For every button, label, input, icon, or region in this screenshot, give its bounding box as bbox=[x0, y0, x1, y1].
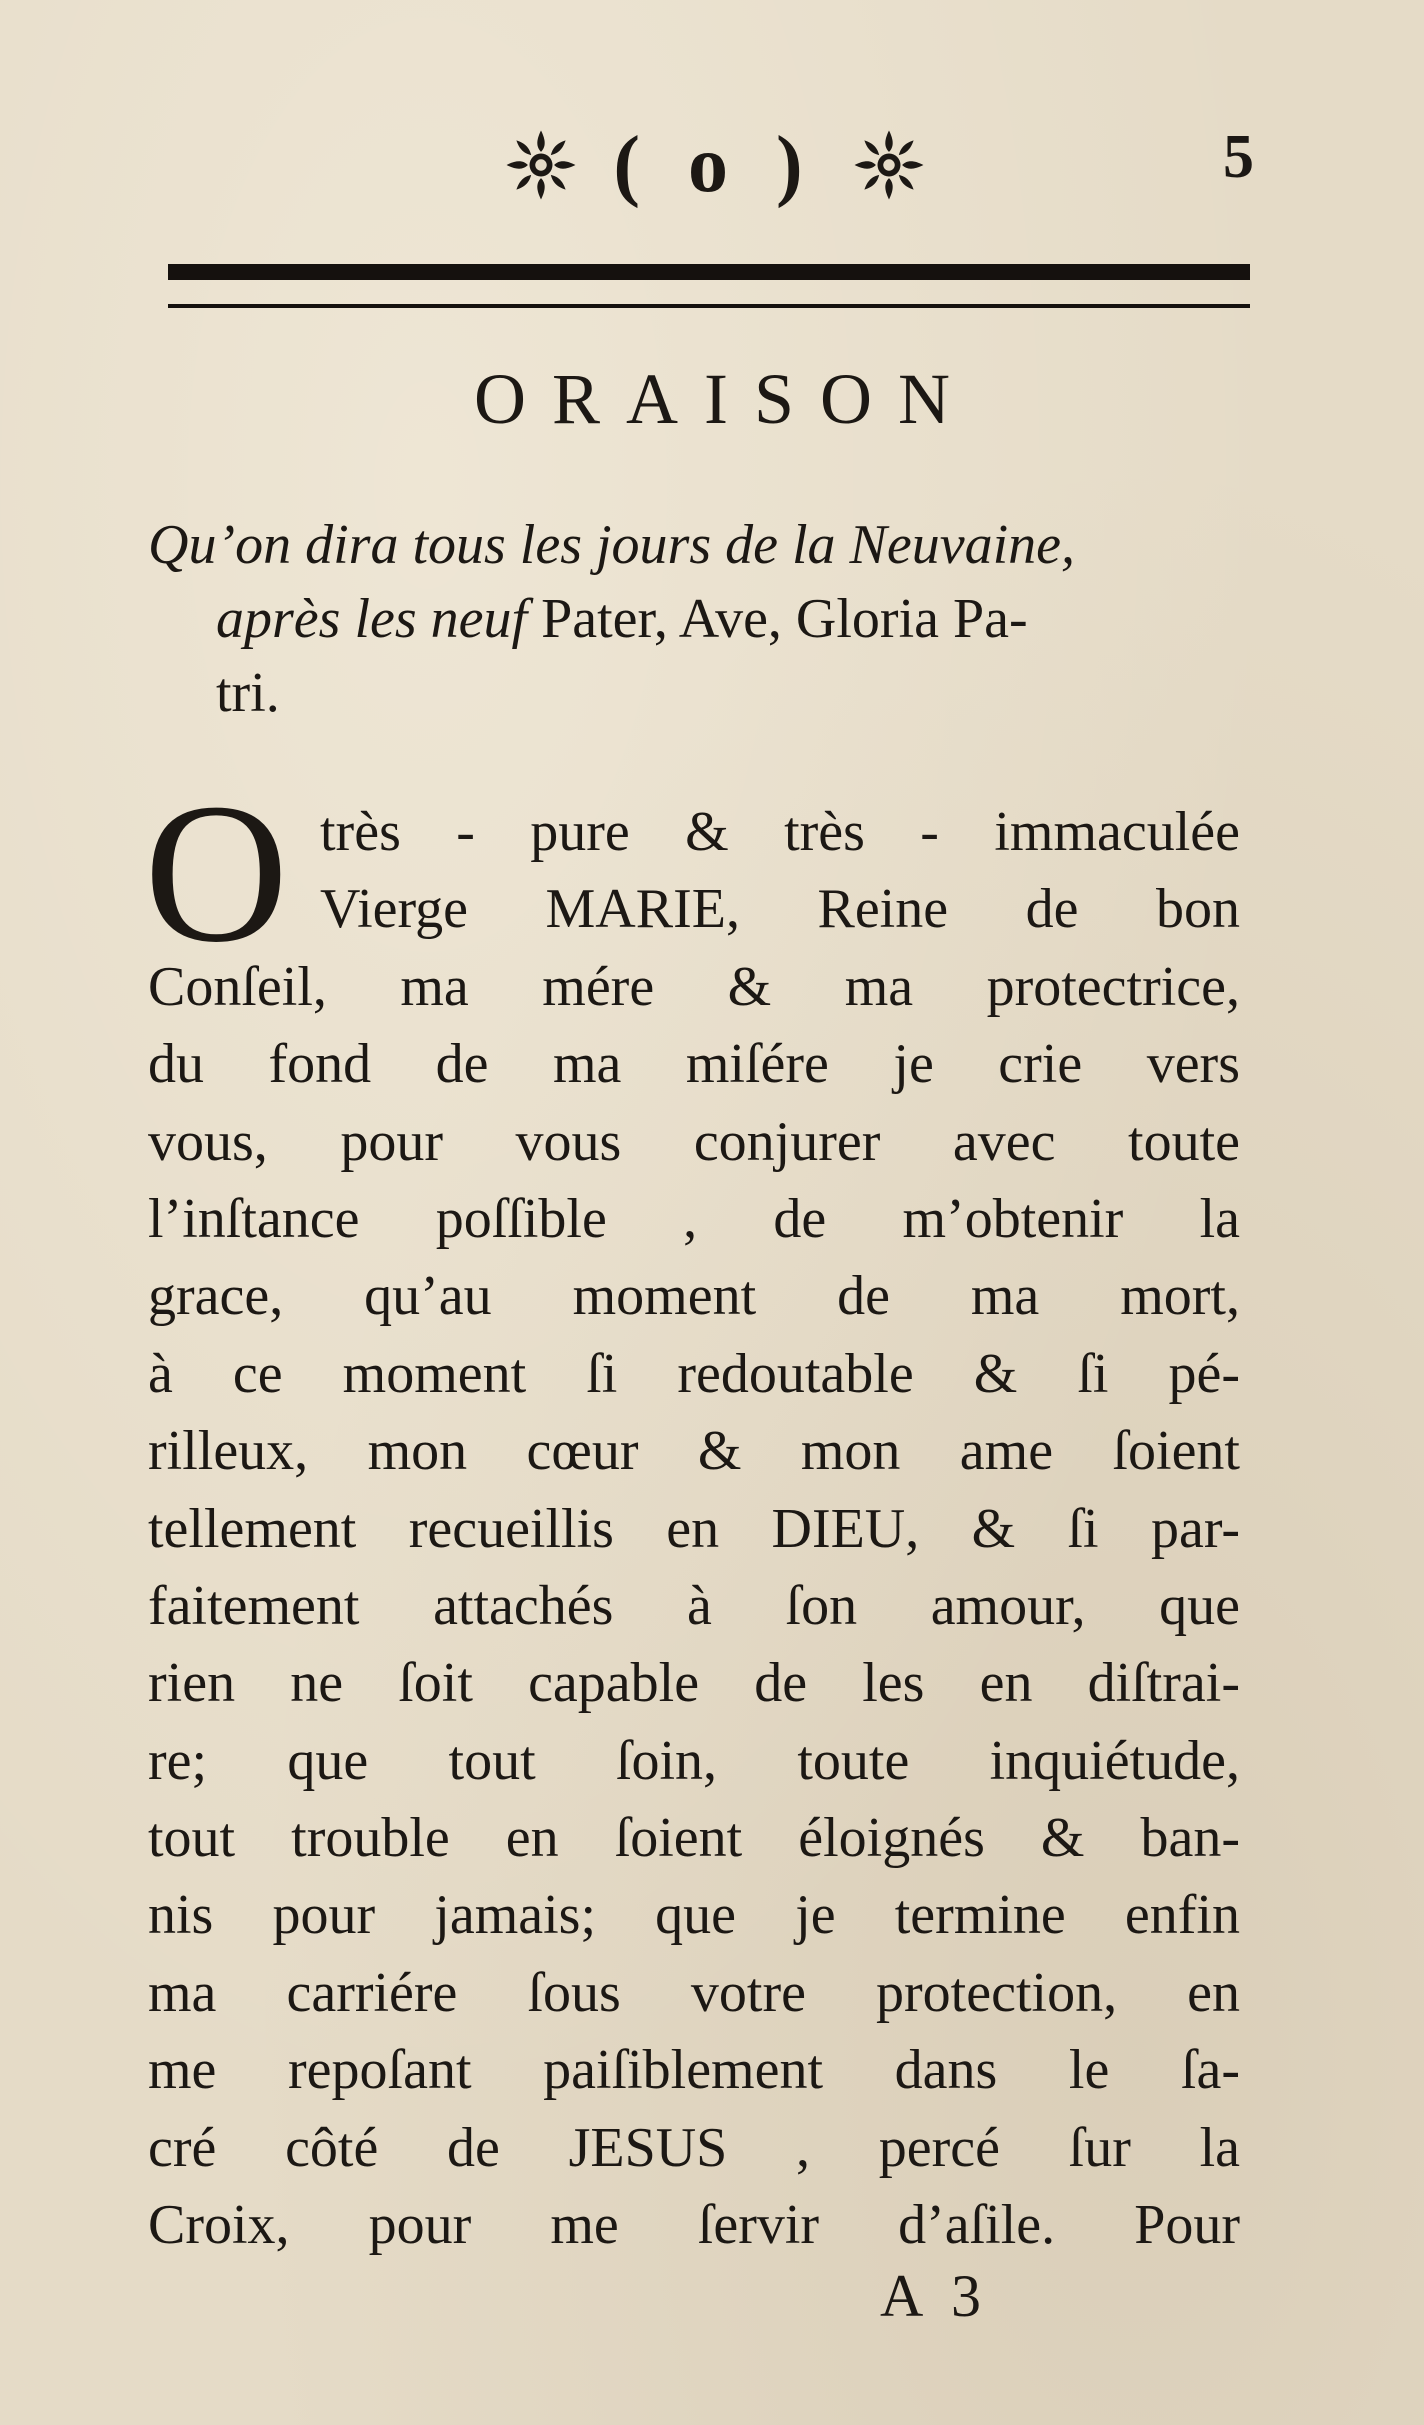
page-number: 5 bbox=[1223, 123, 1254, 191]
rubric-line-3: tri. bbox=[216, 662, 280, 724]
prayer-line: rilleux, mon cœur & mon ame ſoient bbox=[148, 1420, 1240, 1483]
header-ornaments bbox=[500, 110, 930, 220]
rubric-line-1: Qu’on dira tous les jours de la Neuvaine, bbox=[148, 514, 1076, 576]
header-rule-thick bbox=[168, 264, 1250, 280]
prayer-line: me repoſant paiſiblement dans le ſa- bbox=[148, 2039, 1240, 2102]
prayer-line: tout trouble en ſoient éloignés & ban- bbox=[148, 1807, 1240, 1870]
prayer-line: re; que tout ſoin, toute inquiétude, bbox=[148, 1729, 1240, 1792]
header-rule-thin bbox=[168, 304, 1250, 308]
prayer-line: du fond de ma miſére je crie vers bbox=[148, 1033, 1240, 1096]
prayer-line: très - pure & très - immaculée bbox=[320, 801, 1240, 863]
prayer-line: l’inſtance poſſible , de m’obtenir la bbox=[148, 1187, 1240, 1250]
wreath-ornament-icon bbox=[500, 124, 582, 206]
prayer-line: rien ne ſoit capable de les en diſtrai- bbox=[148, 1652, 1240, 1715]
prayer-line: tellement recueillis en DIEU, & ſi par- bbox=[148, 1497, 1240, 1560]
rubric bbox=[148, 508, 1248, 730]
prayer-line: vous, pour vous conjurer avec toute bbox=[148, 1110, 1240, 1173]
page-title: ORAISON bbox=[473, 359, 977, 439]
prayer-line: Croix, pour me ſervir d’aſile. Pour bbox=[148, 2194, 1240, 2257]
page-header bbox=[0, 110, 1424, 220]
rubric-line-2: après les neuf Pater, Ave, Gloria Pa- bbox=[216, 588, 1028, 650]
signature-mark: A 3 bbox=[880, 2263, 990, 2329]
page-signature: ( o ) bbox=[613, 120, 817, 209]
prayer-line: Vierge MARIE, Reine de bon bbox=[320, 878, 1240, 941]
prayer-line: ma carriére ſous votre protection, en bbox=[148, 1961, 1240, 2024]
prayer-line: nis pour jamais; que je termine enfin bbox=[148, 1884, 1240, 1947]
prayer-line: Conſeil, ma mére & ma protectrice, bbox=[148, 955, 1240, 1018]
wreath-ornament-icon bbox=[848, 124, 930, 206]
prayer-line: grace, qu’au moment de ma mort, bbox=[148, 1265, 1240, 1328]
prayer-body bbox=[148, 794, 1240, 2264]
prayer-line: faitement attachés à ſon amour, que bbox=[148, 1574, 1240, 1637]
prayer-line: cré côté de JESUS , percé ſur la bbox=[148, 2116, 1240, 2179]
drop-cap: O bbox=[144, 763, 289, 984]
prayer-line: à ce moment ſi redoutable & ſi pé- bbox=[148, 1342, 1240, 1405]
